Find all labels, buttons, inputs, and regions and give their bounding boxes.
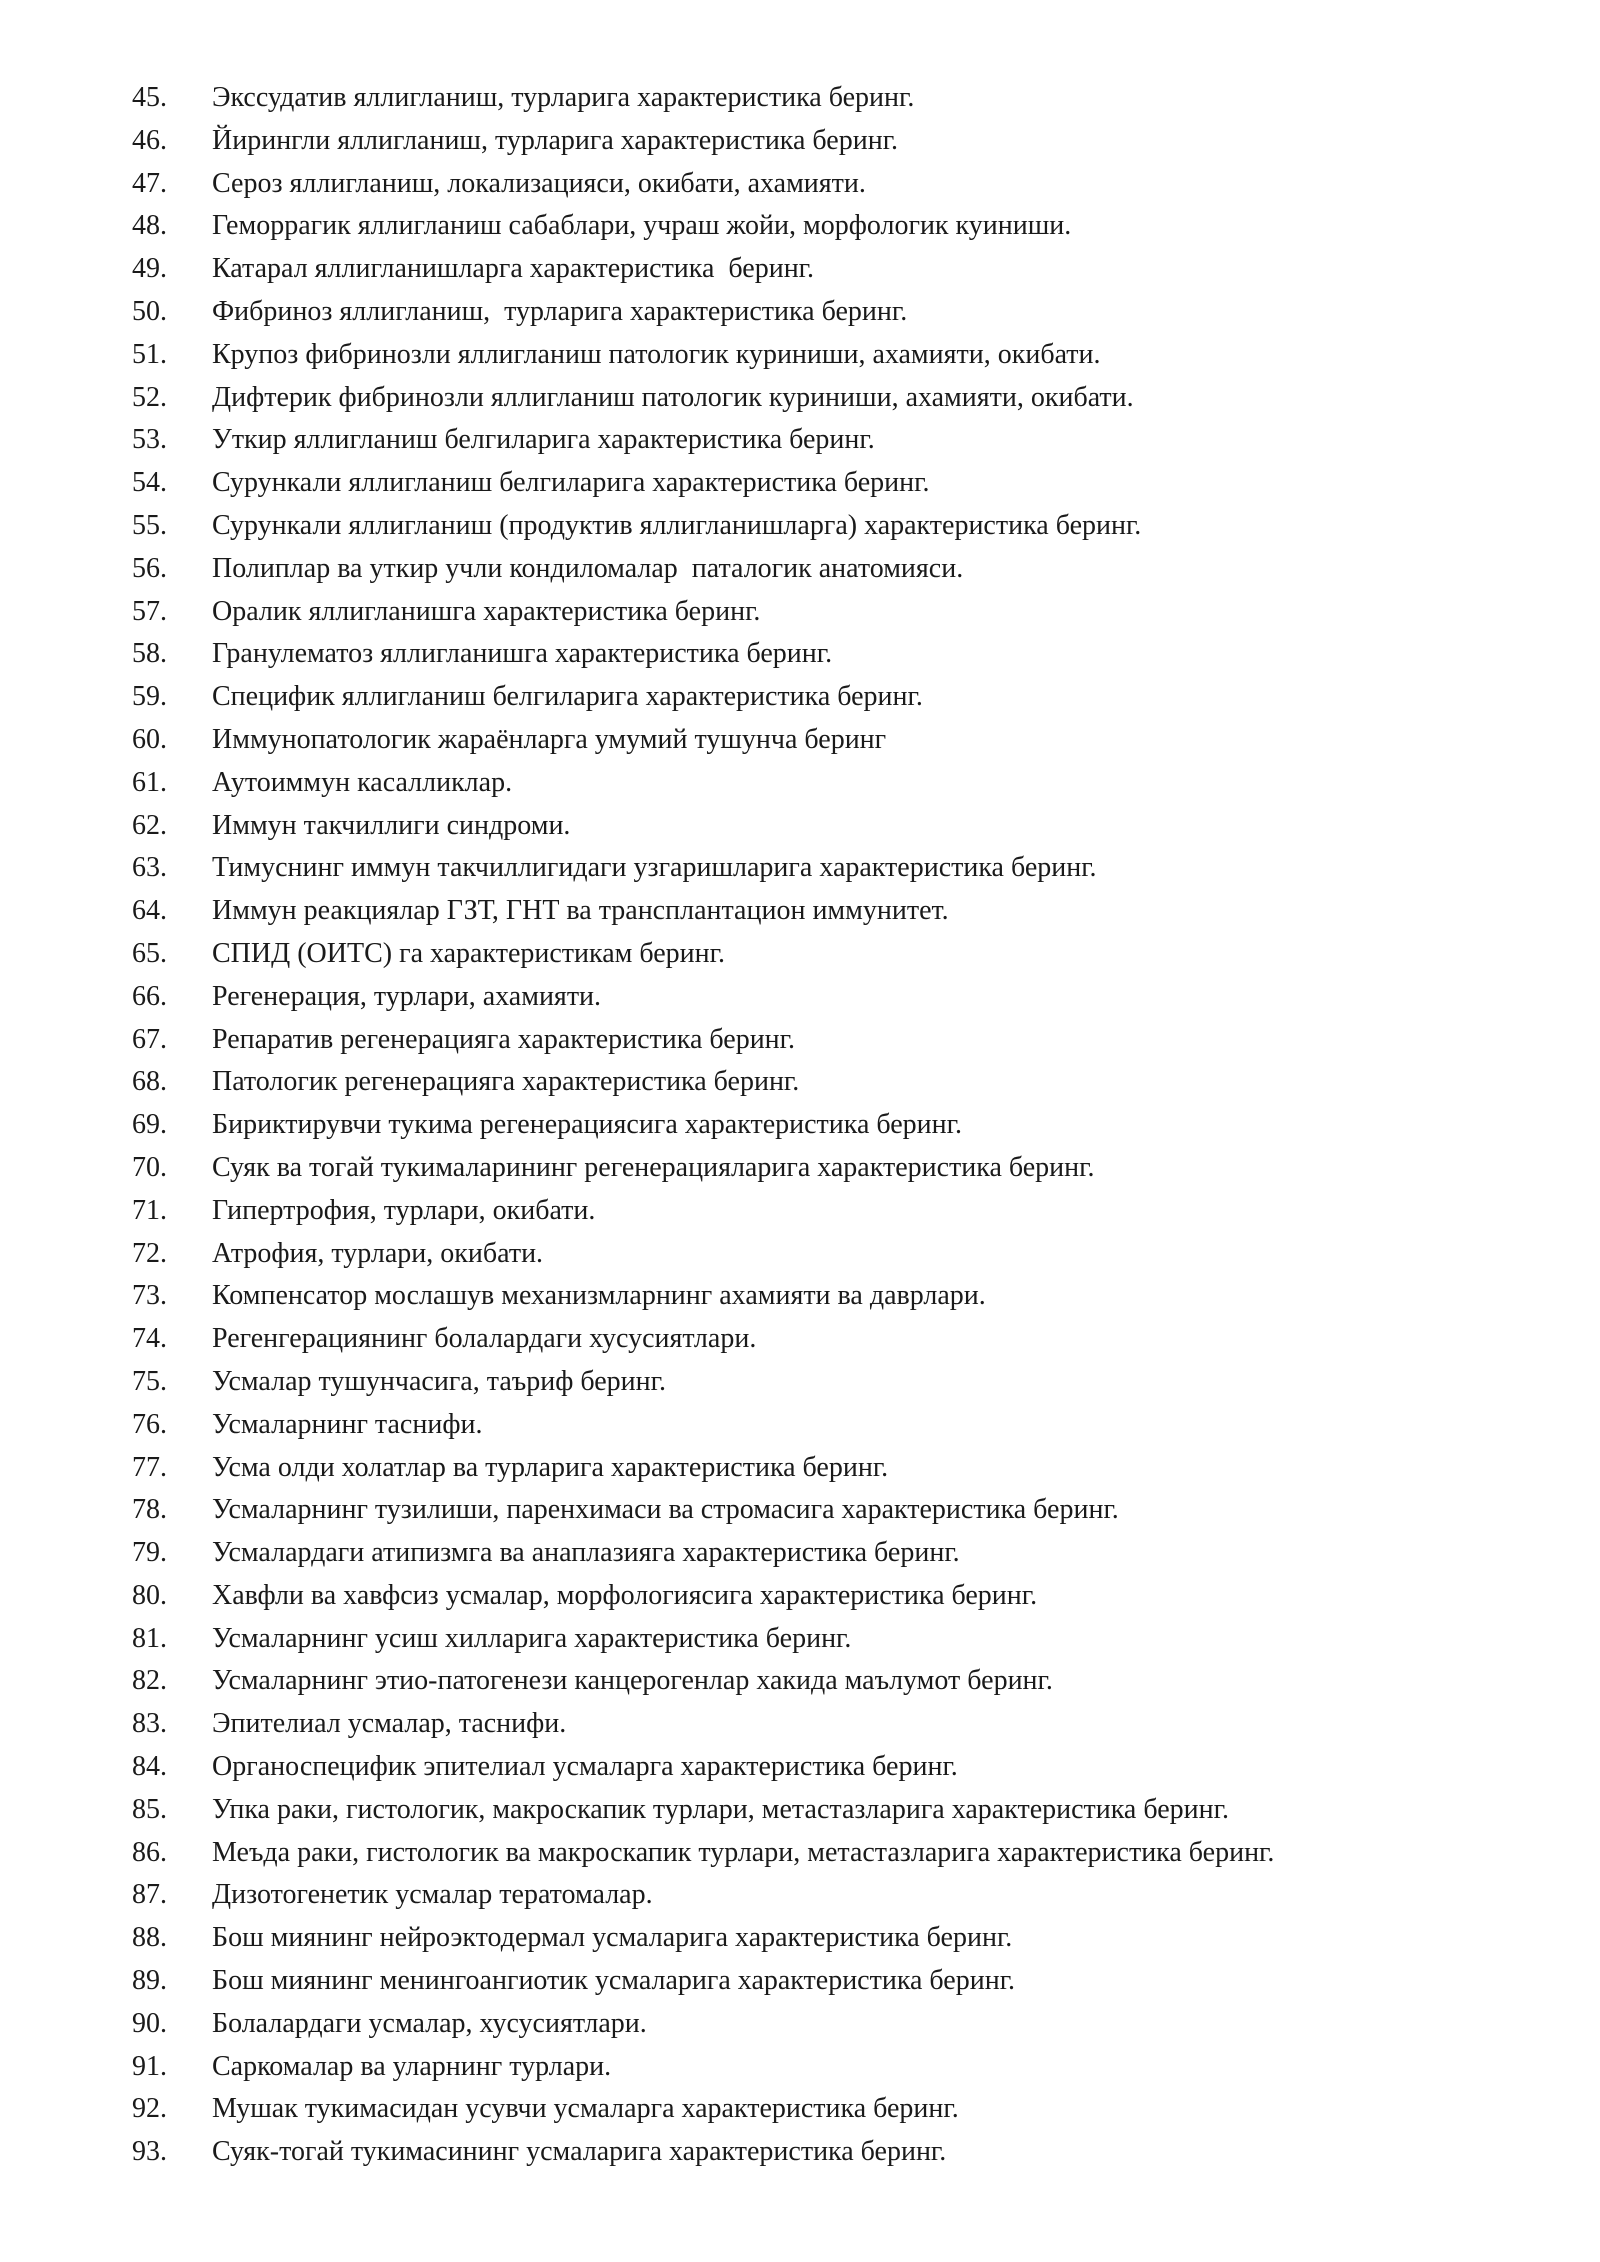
question-number: 62. [132,809,167,841]
question-text: Крупоз фибринозли яллигланиш патологик куриниши, ахамияти, окибати. [212,338,1101,370]
question-item [132,1019,1572,1062]
question-item [132,1361,1572,1404]
question-item [132,1789,1572,1832]
question-item [132,1318,1572,1361]
question-item [132,1275,1572,1318]
question-item [132,1575,1572,1618]
question-number: 74. [132,1323,167,1355]
question-number: 53. [132,424,167,456]
question-item [132,1447,1572,1490]
question-text: Мушак тукимасидан усувчи усмаларга характеристика беринг. [212,2093,959,2125]
question-text: Аутоиммун касалликлар. [212,766,513,798]
question-number: 73. [132,1280,167,1312]
question-number: 84. [132,1751,167,1783]
question-text: Гранулематоз яллигланишга характеристика беринг. [212,638,833,670]
question-item [132,1960,1572,2003]
question-number: 90. [132,2007,167,2039]
question-text: Бош миянинг менингоангиотик усмаларига характеристика беринг. [212,1965,1016,1997]
question-item [132,1874,1572,1917]
question-text: Сероз яллигланиш, локализацияси, окибати, ахамияти. [212,167,866,199]
question-item [132,633,1572,676]
question-text: Упка раки, гистологик, макроскапик турлари, метастазларига характеристика беринг. [212,1793,1229,1825]
question-text: Геморрагик яллигланиш сабаблари, учраш жойи, морфологик куиниши. [212,210,1072,242]
question-item [132,762,1572,805]
question-text: Усмаларнинг усиш хилларига характеристика беринг. [212,1622,852,1654]
question-text: Иммунопатологик жараёнларга умумий тушунча беринг [212,723,887,755]
question-text: Дифтерик фибринозли яллигланиш патологик куриниши, ахамияти, окибати. [212,381,1134,413]
question-text: Усма олди холатлар ва турларига характеристика беринг. [212,1451,889,1483]
question-text: Усмалардаги атипизмга ва анаплазияга характеристика беринг. [212,1537,960,1569]
question-text: Усмаларнинг тузилиши, паренхимаси ва стромасига характеристика беринг. [212,1494,1119,1526]
question-number: 50. [132,295,167,327]
question-text: Сурункали яллигланиш белгиларига характеристика беринг. [212,467,930,499]
question-item [132,1147,1572,1190]
question-text: Репаратив регенерацияга характеристика беринг. [212,1023,795,1055]
question-number: 52. [132,381,167,413]
question-item [132,1917,1572,1960]
question-number: 57. [132,595,167,627]
question-text: Атрофия, турлари, окибати. [212,1237,544,1269]
question-number: 69. [132,1109,167,1141]
question-number: 47. [132,167,167,199]
question-text: Иммун реакциялар ГЗТ, ГНТ ва трансплантацион иммунитет. [212,895,949,927]
question-number: 59. [132,681,167,713]
question-number: 72. [132,1237,167,1269]
question-number: 60. [132,723,167,755]
question-text: Усмалар тушунчасига, таъриф беринг. [212,1365,666,1397]
question-text: Болалардаги усмалар, хусусиятлари. [212,2007,647,2039]
question-number: 54. [132,467,167,499]
question-number: 83. [132,1708,167,1740]
question-text: Компенсатор мослашув механизмларнинг ахамияти ва даврлари. [212,1280,986,1312]
question-item [132,548,1572,591]
question-item [132,976,1572,1019]
question-number: 55. [132,509,167,541]
question-item [132,1104,1572,1147]
question-text: Йирингли яллигланиш, турларига характеристика беринг. [212,124,899,156]
question-text: Хавфли ва хавфсиз усмалар, морфологиясига характеристика беринг. [212,1579,1038,1611]
question-number: 67. [132,1023,167,1055]
question-item [132,1404,1572,1447]
question-number: 70. [132,1151,167,1183]
question-number: 58. [132,638,167,670]
question-item [132,77,1572,120]
question-number: 46. [132,124,167,156]
question-item [132,2046,1572,2089]
question-item [132,719,1572,762]
question-text: Уткир яллигланиш белгиларига характеристика беринг. [212,424,875,456]
question-item [132,1703,1572,1746]
question-text: Саркомалар ва уларнинг турлари. [212,2050,612,2082]
question-text: Суяк-тогай тукимасининг усмаларига характеристика беринг. [212,2136,947,2168]
question-number: 63. [132,852,167,884]
question-item [132,377,1572,420]
question-text: Дизотогенетик усмалар тератомалар. [212,1879,653,1911]
question-item [132,1190,1572,1233]
question-text: Усмаларнинг таснифи. [212,1408,483,1440]
question-item [132,248,1572,291]
question-item [132,163,1572,206]
question-number: 65. [132,937,167,969]
question-text: Оралик яллигланишга характеристика беринг. [212,595,761,627]
question-item [132,334,1572,377]
question-number: 64. [132,895,167,927]
question-number: 56. [132,552,167,584]
question-number: 51. [132,338,167,370]
question-number: 88. [132,1922,167,1954]
question-number: 45. [132,82,167,113]
question-text: Полиплар ва уткир учли кондиломалар паталогик анатомияси. [212,552,964,584]
question-item [132,1489,1572,1532]
question-item [132,591,1572,634]
question-item [132,462,1572,505]
question-number: 78. [132,1494,167,1526]
question-item [132,120,1572,163]
question-number: 89. [132,1965,167,1997]
question-number: 86. [132,1836,167,1868]
question-item [132,1061,1572,1104]
question-text: Патологик регенерацияга характеристика беринг. [212,1066,800,1098]
question-number: 92. [132,2093,167,2125]
question-text: Экссудатив яллигланиш, турларига характеристика беринг. [212,82,915,113]
question-number: 75. [132,1365,167,1397]
question-number: 79. [132,1537,167,1569]
question-item [132,205,1572,248]
question-item [132,1746,1572,1789]
question-text: Усмаларнинг этио-патогенези канцерогенлар хакида маълумот беринг. [212,1665,1053,1697]
question-text: Иммун такчиллиги синдроми. [212,809,571,841]
question-item [132,291,1572,334]
question-item [132,419,1572,462]
question-number: 85. [132,1793,167,1825]
question-number: 80. [132,1579,167,1611]
question-item [132,847,1572,890]
question-number: 71. [132,1194,167,1226]
question-text: Эпителиал усмалар, таснифи. [212,1708,567,1740]
question-text: Суяк ва тогай тукималарининг регенерацияларига характеристика беринг. [212,1151,1095,1183]
question-item [132,505,1572,548]
question-number: 93. [132,2136,167,2168]
question-number: 66. [132,980,167,1012]
question-number: 87. [132,1879,167,1911]
question-list [132,77,1572,2174]
question-text: Регенгерациянинг болалардаги хусусиятлари. [212,1323,757,1355]
question-number: 68. [132,1066,167,1098]
question-text: Бириктирувчи тукима регенерациясига характеристика беринг. [212,1109,962,1141]
question-text: Катарал яллигланишларга характеристика беринг. [212,253,814,285]
question-text: Фибриноз яллигланиш, турларига характеристика беринг. [212,295,908,327]
question-number: 81. [132,1622,167,1654]
question-text: Органоспецифик эпителиал усмаларга характеристика беринг. [212,1751,958,1783]
question-text: Меъда раки, гистологик ва макроскапик турлари, метастазларига характеристика беринг. [212,1836,1275,1868]
question-item [132,2131,1572,2174]
question-item [132,1532,1572,1575]
question-item [132,890,1572,933]
question-item [132,1233,1572,1276]
question-text: Регенерация, турлари, ахамияти. [212,980,602,1012]
question-number: 48. [132,210,167,242]
question-item [132,2003,1572,2046]
question-number: 76. [132,1408,167,1440]
question-text: СПИД (ОИТС) га характеристикам беринг. [212,937,725,969]
question-text: Специфик яллигланиш белгиларига характеристика беринг. [212,681,923,713]
question-number: 49. [132,253,167,285]
question-item [132,933,1572,976]
question-text: Бош миянинг нейроэктодермал усмаларига характеристика беринг. [212,1922,1013,1954]
question-number: 91. [132,2050,167,2082]
question-text: Сурункали яллигланиш (продуктив яллигланишларга) характеристика беринг. [212,509,1142,541]
question-item [132,2088,1572,2131]
question-item [132,805,1572,848]
question-text: Гипертрофия, турлари, окибати. [212,1194,596,1226]
question-item [132,1832,1572,1875]
question-item [132,676,1572,719]
question-item [132,1618,1572,1661]
question-text: Тимуснинг иммун такчиллигидаги узгаришларига характеристика беринг. [212,852,1097,884]
question-number: 82. [132,1665,167,1697]
question-number: 77. [132,1451,167,1483]
question-number: 61. [132,766,167,798]
question-item [132,1660,1572,1703]
